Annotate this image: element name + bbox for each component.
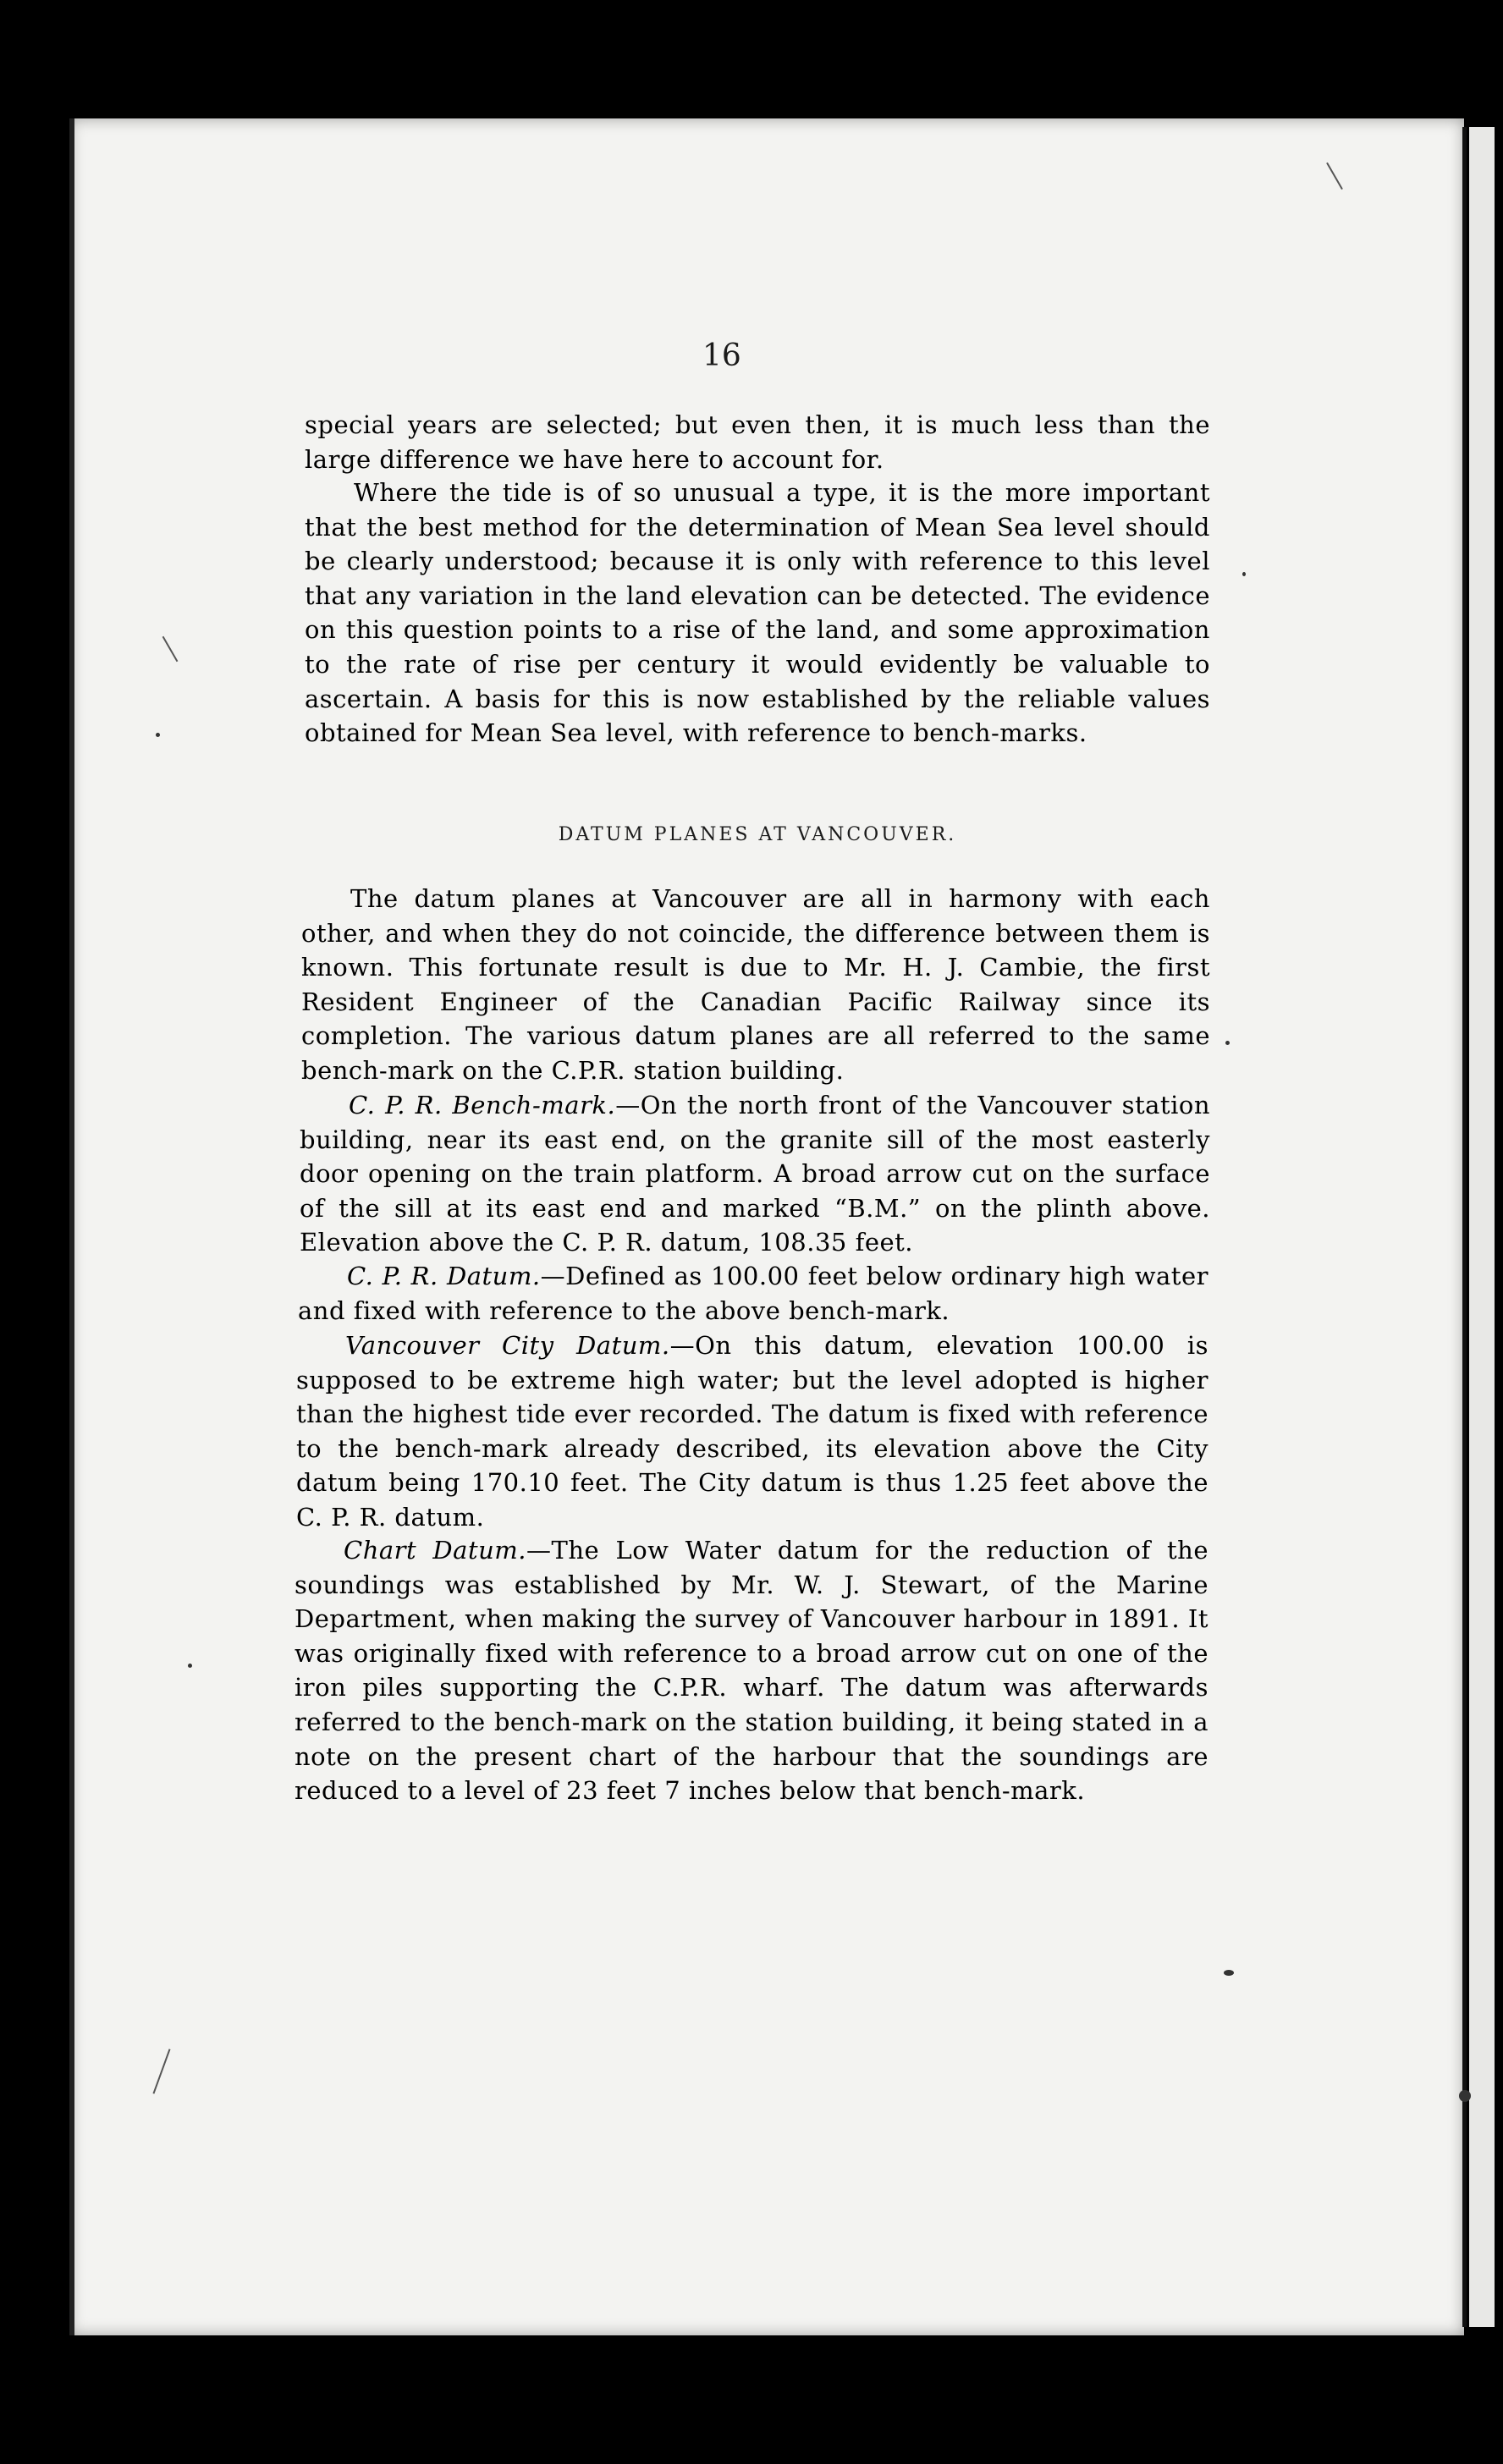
page-gutter-line bbox=[1462, 127, 1467, 2327]
paragraph-city-datum bbox=[296, 1328, 1208, 1535]
section-text: —Defined as 100.00 feet below ordinary high water and fixed with reference to the above bench-mark. bbox=[298, 1262, 1208, 1325]
run-in-title: C. P. R. Bench-mark. bbox=[349, 1091, 616, 1119]
page-left-border bbox=[69, 118, 74, 2335]
scan-speck bbox=[1459, 2090, 1471, 2102]
scan-speck bbox=[1242, 572, 1246, 576]
scan-speck bbox=[156, 733, 160, 737]
run-in-title: C. P. R. Datum. bbox=[347, 1262, 541, 1290]
scan-speck bbox=[188, 1664, 192, 1668]
paragraph-cpr-bench-mark bbox=[300, 1088, 1210, 1260]
paragraph-cpr-datum bbox=[298, 1259, 1208, 1328]
section-text: —The Low Water datum for the reduction of the soundings was established by Mr. W. J. Stewart, of the Marine Department, when making the survey of Vancouver harbour in 1891. It was originally fixed with reference to a broad arrow cut on one of the iron piles supporting the C.P.R. wharf. The datum was afterwards referred to the bench-mark on the station building, it being stated in a note on the present chart of the harbour that the soundings are reduced to a level of 23 feet 7 inches below that bench-mark. bbox=[295, 1536, 1208, 1806]
paragraph-chart-datum bbox=[295, 1533, 1208, 1808]
paragraph-datum-intro: The datum planes at Vancouver are all in harmony with each other, and when they do not coincide, the difference between them is known. This fortunate result is due to Mr. H. J. Cambie, the first Resident Engineer of the Canadian Pacific Railway since its completion. The various datum planes are all referred to the same bench-mark on the C.P.R. station building. bbox=[301, 884, 1210, 1085]
section-heading: DATUM PLANES AT VANCOUVER. bbox=[558, 824, 957, 845]
adjacent-page-edge bbox=[1469, 127, 1495, 2327]
paragraph-continuation: special years are selected; but even then, it is much less than the large difference we have here to account for. bbox=[305, 410, 1210, 474]
scan-speck bbox=[1224, 1970, 1234, 1976]
run-in-title: Chart Datum. bbox=[344, 1536, 527, 1565]
page-number: 16 bbox=[702, 338, 741, 373]
section-text: —On this datum, elevation 100.00 is supposed to be extreme high water; but the level adopted is higher than the highest tide ever recorded. The datum is fixed with reference to the bench-mark already described, its elevation above the City datum being 170.10 feet. The City datum is thus 1.25 feet above the C. P. R. datum. bbox=[296, 1331, 1209, 1532]
paragraph-tide-type: Where the tide is of so unusual a type, it is the more important that the best method for the determination of Mean Sea level should be clearly understood; because it is only with reference to this level that any variation in the land elevation can be detected. The evidence on this question points to a rise of the land, and some approximation to the rate of rise per century it would evidently be valuable to ascertain. A basis for this is now established by the reliable values obtained for Mean Sea level, with reference to bench-marks. bbox=[305, 478, 1210, 748]
section-text: —On the north front of the Vancouver station building, near its east end, on the granite sill of the most easterly door opening on the train platform. A broad arrow cut on the surface of the sill at its east end and marked “B.M.” on the plinth above. Elevation above the C. P. R. datum, 108.35 feet. bbox=[300, 1091, 1210, 1257]
run-in-title: Vancouver City Datum. bbox=[345, 1331, 670, 1360]
scan-speck bbox=[1225, 1041, 1230, 1045]
